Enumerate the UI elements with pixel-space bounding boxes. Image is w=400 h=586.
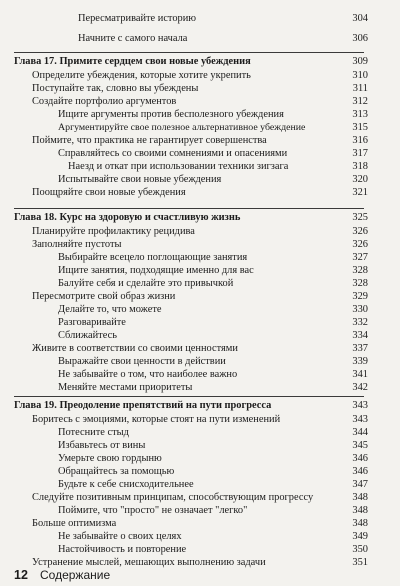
toc-entry-title: Умерьте свою гордыню [58, 453, 162, 464]
toc-entry-page: 346 [352, 466, 368, 477]
toc-entry-page: 348 [352, 492, 368, 503]
toc-entry [0, 82, 400, 95]
toc-entry-page: 337 [352, 343, 368, 354]
toc-entry [0, 413, 400, 426]
toc-entry [0, 426, 400, 439]
page-number: 12 [14, 568, 28, 582]
toc-entry [0, 160, 400, 173]
toc-entry-title: Наезд и откат при использовании техники зигзага [68, 161, 289, 172]
running-title: Содержание [40, 568, 111, 582]
toc-entry-page: 351 [352, 557, 368, 568]
toc-entry-title: Поощряйте свои новые убеждения [32, 187, 186, 198]
toc-entry-page: 318 [352, 161, 368, 172]
toc-entry [0, 303, 400, 316]
toc-entry [0, 69, 400, 82]
toc-entry [0, 452, 400, 465]
toc-entry-page: 328 [352, 265, 368, 276]
toc-entry [0, 543, 400, 556]
toc-entry-page: 326 [352, 226, 368, 237]
toc-entry-title: Не забывайте о своих целях [58, 531, 182, 542]
toc-chapter-heading [0, 399, 400, 412]
toc-entry-page: 344 [352, 427, 368, 438]
toc-entry [0, 121, 400, 134]
toc-entry-title: Поступайте так, словно вы убеждены [32, 83, 199, 94]
toc-entry-title: Не забывайте о том, что наиболее важно [58, 369, 238, 380]
toc-entry-page: 320 [352, 174, 368, 185]
toc-entry-page: 329 [352, 291, 368, 302]
toc-entry-page: 339 [352, 356, 368, 367]
toc-entry-title: Глава 19. Преодоление препятствий на пути прогресса [14, 400, 272, 411]
toc-entry [0, 478, 400, 491]
toc-entry-title: Балуйте себя и сделайте это привычкой [58, 278, 234, 289]
chapter-divider [14, 396, 364, 397]
toc-entry-title: Настойчивость и повторение [58, 544, 187, 555]
toc-entry-page: 342 [352, 382, 368, 393]
toc-entry [0, 238, 400, 251]
toc-entry [0, 290, 400, 303]
toc-entry-page: 349 [352, 531, 368, 542]
toc-entry-page: 347 [352, 479, 368, 490]
toc-entry [0, 530, 400, 543]
toc-entry-page: 327 [352, 252, 368, 263]
toc-entry [0, 186, 400, 199]
toc-entry [0, 491, 400, 504]
toc-entry-title: Ищите аргументы против бесполезного убеждения [58, 109, 284, 120]
toc-entry [0, 329, 400, 342]
toc-entry-page: 334 [352, 330, 368, 341]
toc-entry-page: 350 [352, 544, 368, 555]
toc-entry-title: Ищите занятия, подходящие именно для вас [58, 265, 254, 276]
toc-entry-title: Пересмотрите свой образ жизни [32, 291, 176, 302]
toc-entry [0, 277, 400, 290]
toc-entry-page: 313 [352, 109, 368, 120]
toc-entry-page: 321 [352, 187, 368, 198]
chapter-divider [14, 208, 364, 209]
toc-entry [0, 264, 400, 277]
toc-entry-title: Аргументируйте свое полезное альтернативное убеждение [58, 122, 306, 133]
toc-entry-title: Создайте портфолио аргументов [32, 96, 177, 107]
toc-entry [0, 225, 400, 238]
toc-entry-title: Определите убеждения, которые хотите укрепить [32, 70, 251, 81]
toc-entry-title: Боритесь с эмоциями, которые стоят на пути изменений [32, 414, 281, 425]
chapter-divider [14, 52, 364, 53]
toc-entry-page: 326 [352, 239, 368, 250]
toc-entry-title: Будьте к себе снисходительнее [58, 479, 194, 490]
toc-entry [0, 517, 400, 530]
toc-entry [0, 108, 400, 121]
toc-entry-title: Делайте то, что можете [58, 304, 162, 315]
toc-entry-title: Обращайтесь за помощью [58, 466, 175, 477]
toc-entry-page: 330 [352, 304, 368, 315]
toc-entry-title: Живите в соответствии со своими ценностями [32, 343, 238, 354]
toc-entry-title: Справляйтесь со своими сомнениями и опасениями [58, 148, 288, 159]
toc-entry [0, 342, 400, 355]
toc-entry-title: Меняйте местами приоритеты [58, 382, 193, 393]
toc-entry-title: Сближайтесь [58, 330, 117, 341]
toc-entry-page: 343 [352, 400, 368, 411]
toc-entry-page: 317 [352, 148, 368, 159]
toc-entry-title: Глава 18. Курс на здоровую и счастливую жизнь [14, 212, 241, 223]
toc-entry [0, 147, 400, 160]
toc-entry-title: Планируйте профилактику рецидива [32, 226, 195, 237]
toc-entry [0, 368, 400, 381]
toc-entry-page: 325 [352, 212, 368, 223]
toc-entry-title: Начните с самого начала [78, 33, 188, 44]
toc-entry-title: Выражайте свои ценности в действии [58, 356, 226, 367]
toc-entry-page: 348 [352, 505, 368, 516]
toc-entry-page: 345 [352, 440, 368, 451]
toc-entry-page: 343 [352, 414, 368, 425]
toc-entry [0, 504, 400, 517]
toc-entry-title: Больше оптимизма [32, 518, 117, 529]
toc-entry-title: Следуйте позитивным принципам, способствующим прогрессу [32, 492, 314, 503]
toc-entry-page: 304 [352, 13, 368, 24]
toc-entry [0, 465, 400, 478]
toc-entry-title: Разговаривайте [58, 317, 126, 328]
toc-entry-page: 328 [352, 278, 368, 289]
toc-entry-page: 341 [352, 369, 368, 380]
toc-entry [0, 173, 400, 186]
toc-entry [0, 355, 400, 368]
toc-entry-title: Испытывайте свои новые убеждения [58, 174, 222, 185]
toc-entry-page: 348 [352, 518, 368, 529]
toc-chapter-heading [0, 211, 400, 224]
toc-entry [0, 251, 400, 264]
toc-entry-title: Заполняйте пустоты [32, 239, 122, 250]
toc-entry-page: 315 [352, 122, 368, 133]
toc-entry [0, 32, 400, 45]
toc-entry [0, 439, 400, 452]
toc-entry-title: Глава 17. Примите сердцем свои новые убеждения [14, 56, 251, 67]
toc-entry-title: Поймите, что "просто" не означает "легко" [58, 505, 248, 516]
toc-entry [0, 12, 400, 25]
toc-chapter-heading [0, 55, 400, 68]
toc-entry-title: Устранение мыслей, мешающих выполнению задачи [32, 557, 266, 568]
toc-entry-page: 316 [352, 135, 368, 146]
toc-entry-title: Пересматривайте историю [78, 13, 197, 24]
toc-entry-page: 312 [352, 96, 368, 107]
toc-entry-page: 311 [352, 83, 368, 94]
toc-entry-page: 306 [352, 33, 368, 44]
toc-entry-title: Поймите, что практика не гарантирует совершенства [32, 135, 267, 146]
toc-entry-page: 346 [352, 453, 368, 464]
toc-entry-title: Потесните стыд [58, 427, 129, 438]
toc-entry [0, 381, 400, 394]
toc-entry-page: 332 [352, 317, 368, 328]
toc-entry-page: 309 [352, 56, 368, 67]
toc-entry-title: Выбирайте всецело поглощающие занятия [58, 252, 248, 263]
toc-entry [0, 316, 400, 329]
toc-entry-page: 310 [352, 70, 368, 81]
toc-entry [0, 134, 400, 147]
toc-entry-title: Избавьтесь от вины [58, 440, 146, 451]
toc-entry [0, 95, 400, 108]
